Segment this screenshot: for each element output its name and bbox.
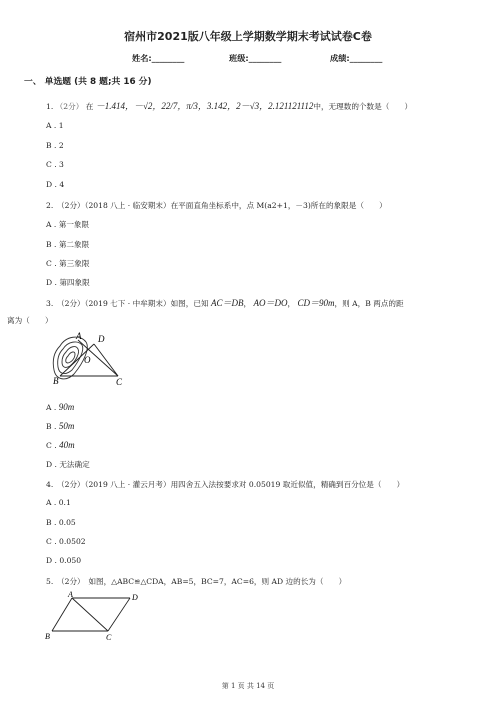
q4-option-b: B . 0.05 (46, 518, 76, 527)
q2-option-b: B . 第二象限 (46, 240, 90, 249)
fig3-label-d: D (98, 334, 105, 344)
segment-ac (72, 598, 108, 631)
q1-option-a: A . 1 (46, 121, 64, 130)
fig5-label-b: B (45, 632, 50, 641)
q2-option-a: A . 第一象限 (46, 220, 90, 229)
question-4: 4. （2分）（2019 八上 · 灌云月考）用四舍五入法按要求对 0.05019 取近似值，精确到百分位是（ ） (46, 480, 405, 489)
q3-eq2: AO＝DO (253, 298, 288, 308)
question-3: 3. （2分）（2019 七下 · 中牟期末）如图，已知 AC＝DB， AO＝DO， CD＝90m，则 A，B 两点的距 (46, 298, 404, 308)
fig3-label-o: O (84, 355, 91, 365)
q3-option-d: D . 无法确定 (46, 460, 90, 469)
q3-option-a: A . 90m (46, 402, 75, 412)
q4-option-d: D . 0.050 (46, 556, 82, 565)
fig5-label-d: D (132, 593, 138, 602)
segment-ab (52, 598, 72, 631)
q4-option-c: C . 0.0502 (46, 537, 86, 546)
name-field: 姓名:________ (132, 53, 185, 63)
fig3-label-c: C (116, 377, 123, 387)
score-field: 成绩:________ (330, 53, 383, 63)
class-field: 班级:________ (229, 53, 282, 63)
question-2: 2. （2分）（2018 八上 · 临安期末）在平面直角坐标系中，点 M(a2+1，－3)所在的象限是（ ） (46, 201, 387, 210)
q1-option-d: D . 4 (46, 180, 65, 189)
q3-eq3: CD＝90m (297, 298, 335, 308)
fig3-label-a: A (76, 332, 82, 341)
page-title: 宿州市2021版八年级上学期数学期末考试试卷C卷 (124, 30, 372, 43)
fig5-label-a: A (68, 591, 73, 599)
fig3-label-b: B (53, 376, 59, 386)
q3-option-c: C . 40m (46, 440, 75, 450)
q1-numbers: －1.414，－√2，22/7，π/3，3.142，2－√3，2.121121112 (95, 101, 314, 111)
section-heading: 一、 单选题 (共 8 题;共 16 分) (24, 77, 152, 87)
fig5-label-c: C (106, 633, 112, 641)
q4-option-a: A . 0.1 (46, 498, 71, 507)
page-footer: 第 1 页 共 14 页 (221, 682, 275, 690)
segment-dc (94, 344, 118, 376)
q3-eq1: AC＝DB (210, 298, 244, 308)
question-5: 5. （2分） 如图，△ABC≌△CDA，AB=5，BC=7，AC=6，则 AD 边的长为（ ） (46, 577, 347, 586)
q2-option-d: D . 第四象限 (46, 278, 90, 287)
q3-option-b: B . 50m (46, 421, 75, 431)
segment-cd (108, 598, 130, 631)
q1-option-b: B . 2 (46, 141, 64, 150)
q1-option-c: C . 3 (46, 160, 64, 169)
question-3-cont: 离为（ ） (7, 316, 53, 325)
q5-figure (44, 591, 148, 641)
question-1: 1. （2分） 在 －1.414，－√2，22/7，π/3，3.142，2－√3，2.121121112中，无理数的个数是（ ） (46, 101, 413, 111)
q2-option-c: C . 第三象限 (46, 259, 90, 268)
q3-figure (48, 332, 134, 388)
